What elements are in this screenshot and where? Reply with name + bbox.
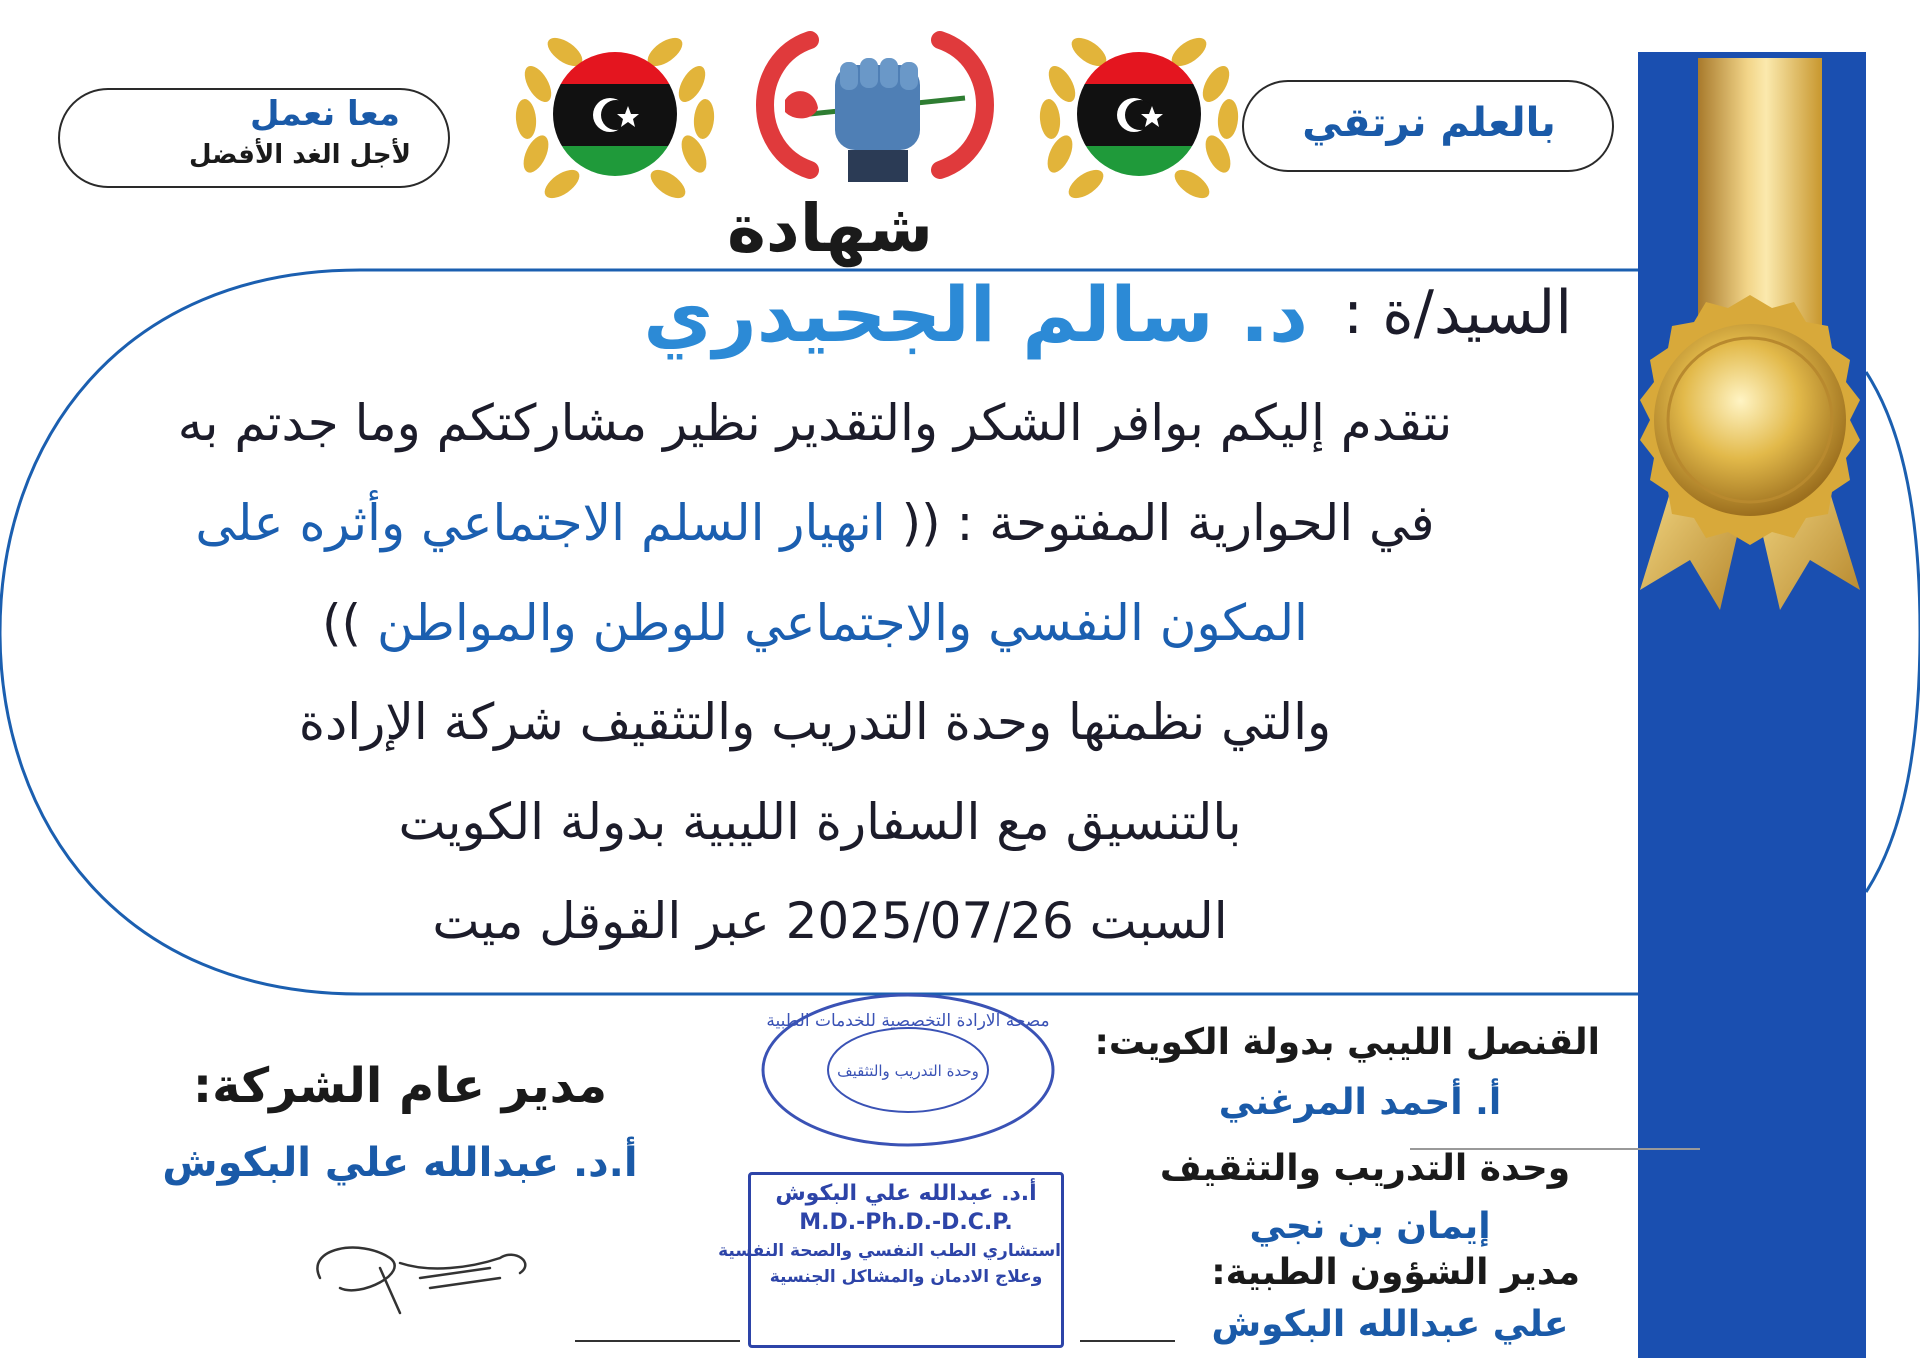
unit-name: إيمان بن نجي	[1249, 1206, 1491, 1247]
stamp-oval-outer: مصحة الارادة التخصصية للخدمات الطبية	[766, 1011, 1050, 1031]
motto-right: بالعلم نرتقي	[1302, 100, 1556, 146]
signature-line	[1080, 1340, 1175, 1342]
ceo-title: مدير عام الشركة:	[192, 1058, 608, 1114]
salutation-label: السيد/ة :	[1342, 278, 1572, 348]
gold-ribbon-strip	[1698, 58, 1822, 328]
libya-flag-wreath-icon	[510, 14, 720, 214]
body-line-1: نتقدم إليكم بوافر الشكر والتقدير نظير مشاركتكم وما جدتم به	[177, 394, 1453, 452]
line3-suffix: ))	[322, 594, 362, 652]
ceo-name: أ.د. عبدالله علي البكوش	[162, 1140, 638, 1186]
body-line-3	[250, 594, 1380, 652]
recipient-name: د. سالم الجحيدري	[643, 270, 1308, 359]
event-date-line: السبت 2025/07/26 عبر القوقل ميت	[432, 892, 1228, 950]
medical-name: علي عبدالله البكوش	[1211, 1304, 1569, 1345]
gold-medal-ribbon-icon	[1620, 290, 1880, 620]
signature-line	[575, 1340, 740, 1342]
stamp-oval-icon	[758, 990, 1058, 1150]
stamp-rectangle	[718, 1172, 1064, 1348]
stamp-rect-line1: أ.د. عبدالله علي البكوش	[775, 1181, 1037, 1206]
libya-flag-wreath-icon	[1034, 14, 1244, 214]
medical-title: مدير الشؤون الطبية:	[1211, 1252, 1580, 1293]
stamp-rect-line4: وعلاج الادمان والمشاكل الجنسية	[769, 1267, 1043, 1287]
certificate-title: شهادة	[726, 190, 934, 267]
consul-title: القنصل الليبي بدولة الكويت:	[1094, 1022, 1600, 1063]
event-topic-part2: المكون النفسي والاجتماعي للوطن والمواطن	[376, 594, 1308, 652]
body-line-5: بالتنسيق مع السفارة الليبية بدولة الكويت	[398, 793, 1242, 851]
unit-title: وحدة التدريب والتثقيف	[1159, 1148, 1571, 1189]
fist-rose-logo-icon	[740, 20, 1010, 190]
stamp-rect-line3: استشاري الطب النفسي والصحة النفسية	[718, 1241, 1061, 1261]
motto-sub: لأجل الغد الأفضل	[189, 140, 411, 170]
motto-pill-right	[1242, 80, 1614, 172]
body-line-2	[100, 494, 1530, 552]
motto-main: معا نعمل	[250, 94, 400, 134]
body-line-4: والتي نظمتها وحدة التدريب والتثقيف شركة الإرادة	[298, 693, 1332, 751]
stamp-rect-line2: M.D.-Ph.D.-D.C.P.	[799, 1210, 1013, 1235]
event-topic-part1: انهيار السلم الاجتماعي وأثره على	[195, 494, 886, 552]
motto-pill-left	[58, 88, 450, 188]
consul-name: أ. أحمد المرغني	[1218, 1082, 1502, 1123]
line2-prefix: في الحوارية المفتوحة : ((	[901, 494, 1435, 552]
handwritten-signature	[300, 1228, 560, 1318]
stamp-oval-inner: وحدة التدريب والتثقيف	[837, 1062, 979, 1080]
